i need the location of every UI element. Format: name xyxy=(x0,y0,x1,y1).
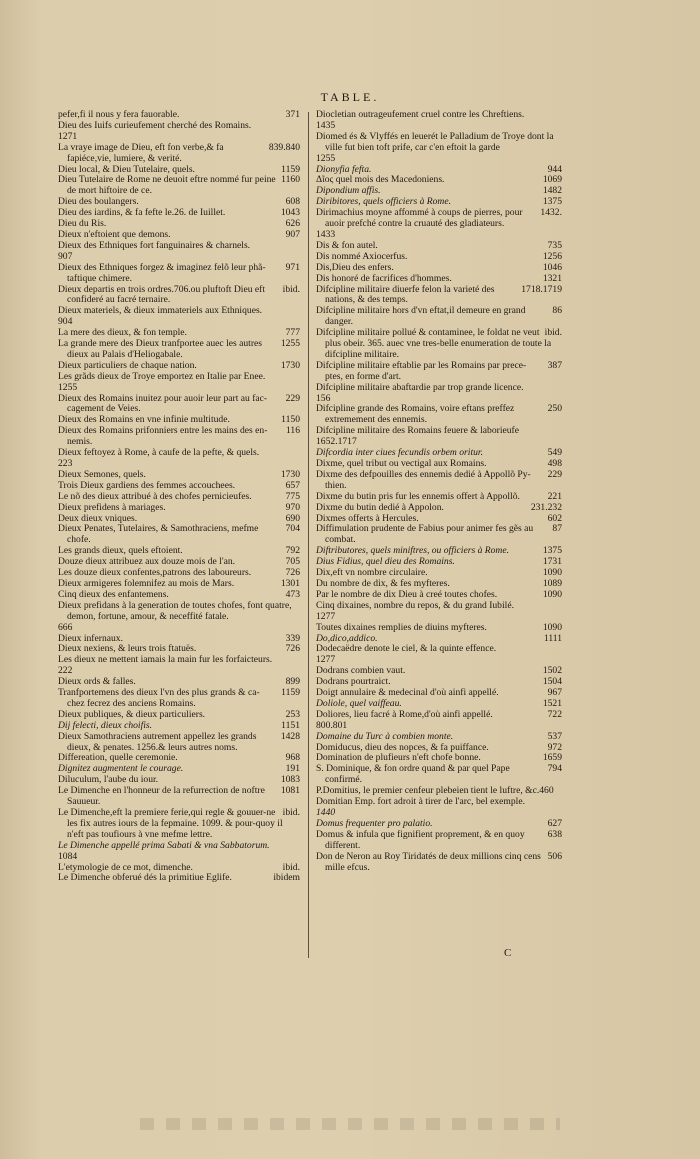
entry-text: Dij felecti, dieux choifis. xyxy=(58,719,153,731)
entry-text: Les dieux ne mettent iamais la main fur les forfaicteurs. xyxy=(58,654,273,666)
page-reference: 549 xyxy=(547,447,562,459)
entry-text: Dixme du butin pris fur les ennemis offert à Appollõ. xyxy=(316,490,520,502)
page-reference: 87 xyxy=(552,523,562,535)
index-column-left xyxy=(58,110,300,884)
index-entry xyxy=(58,306,300,317)
page-reference: ibid. xyxy=(282,283,300,295)
entry-text: La grande mere des Dieux tranfportee auec les autres dieux au Palais d'Heliogabale. xyxy=(58,338,263,360)
entry-text: Difcipline militaire diuerfe felon la varieté des nations, & des temps. xyxy=(316,283,495,306)
index-entry xyxy=(316,797,562,808)
entry-text: 1255 xyxy=(316,152,336,164)
entry-text: Dieux Penates, Tutelaires, & Samothraciens, mefme chofe. xyxy=(58,523,259,546)
entry-text: Dieu des boulangers. xyxy=(58,196,139,208)
page-reference: 968 xyxy=(285,752,300,764)
index-entry xyxy=(58,841,300,852)
page-reference: 1730 xyxy=(280,359,300,371)
page-reference: 1150 xyxy=(281,414,300,426)
index-entry xyxy=(58,601,300,623)
entry-text: Dieux publiques, & dieux particuliers. xyxy=(58,708,206,720)
entry-text: Dius Fidius, quel dieu des Romains. xyxy=(316,556,455,568)
page-reference: ibid. xyxy=(282,807,300,818)
entry-text: Dieu des Iuifs curieufement cherché des Romains. xyxy=(58,119,252,131)
page-reference: 970 xyxy=(285,501,300,513)
entry-text: Domaine du Turc à combien monte. xyxy=(316,730,454,742)
index-entry xyxy=(58,285,300,307)
entry-text: Dixme des defpouilles des ennemis dedié à Appollõ Py-thien. xyxy=(316,468,531,491)
entry-text: Dieu du Ris. xyxy=(58,218,107,230)
entry-text: Cinq dieux des enfantemens. xyxy=(58,588,169,600)
entry-text: Dieux prefidans à la generation de toutes chofes, font quatre, demon, fortune, amour, & neceffité fatale. xyxy=(58,599,292,622)
entry-text: Cinq dixaines, nombre du repos, & du grand Iubilé. xyxy=(316,599,514,611)
page-reference: 253 xyxy=(285,708,300,720)
entry-text: Diftributores, quels miniftres, ou officiers à Rome. xyxy=(316,545,510,557)
index-entry xyxy=(316,383,562,394)
page-reference: 705 xyxy=(285,556,300,568)
page-reference: ibid. xyxy=(544,327,562,339)
entry-text: Doliole, quel vaiffeau. xyxy=(316,697,402,709)
entry-text: Dix,eft vn nombre circulaire. xyxy=(316,567,428,579)
index-entry xyxy=(58,448,300,459)
entry-text: Dieu des iardins, & fa fefte le.26. de Iuillet. xyxy=(58,207,226,219)
page-reference: 704 xyxy=(285,523,300,535)
index-entry xyxy=(58,241,300,252)
entry-text: Trois Dieux gardiens des femmes accouchees. xyxy=(58,479,236,491)
entry-text: Dieux infernaux. xyxy=(58,632,124,644)
page-reference: 735 xyxy=(547,239,562,251)
page-reference: 1659 xyxy=(542,752,562,764)
page-reference: 726 xyxy=(285,643,300,655)
page-reference: 1090 xyxy=(542,567,562,579)
page-reference: 498 xyxy=(547,458,562,469)
page-reference: 229 xyxy=(547,468,562,480)
page-reference: 1375 xyxy=(542,545,562,557)
index-entry xyxy=(58,688,300,710)
index-entry xyxy=(316,852,562,874)
page-reference: 626 xyxy=(285,218,300,230)
entry-text: Le Dimenche obferué dés la primitiue Eglife. xyxy=(58,872,232,884)
entry-text: 1277 xyxy=(316,654,336,666)
entry-text: Dieux Samothraciens autrement appellez les grands dieux, & penates. 1256.& leurs autres noms. xyxy=(58,730,257,753)
entry-text: Les douze dieux confentes,patrons des laboureurs. xyxy=(58,567,252,579)
page-reference: 1089 xyxy=(542,577,562,589)
entry-text: 800.801 xyxy=(316,719,348,731)
page-reference: 1160 xyxy=(281,174,300,186)
entry-text: Difcipline militaire hors d'vn eftat,il demeure en grand danger. xyxy=(316,305,526,328)
entry-text: Dieux materiels, & dieux immateriels aux Ethniques. xyxy=(58,305,263,317)
entry-text: 1440 xyxy=(316,807,336,818)
entry-text: Dixme du butin dedié à Appolon. xyxy=(316,501,444,513)
page-reference: 1521 xyxy=(542,697,562,709)
entry-text: Dixmes offerts à Hercules. xyxy=(316,512,419,524)
entry-text: Dodrans combien vaut. xyxy=(316,665,406,677)
page-reference: 473 xyxy=(285,588,300,600)
page-reference: 775 xyxy=(285,490,300,502)
page-reference: 1321 xyxy=(542,272,562,284)
column-divider xyxy=(308,112,309,958)
entry-text: Dieux ords & falles. xyxy=(58,676,136,688)
entry-text: Les grãds dieux de Troye emportez en Italie par Enee. xyxy=(58,370,266,382)
entry-text: Deux dieux vniques. xyxy=(58,512,138,524)
page-reference: 1718.1719 xyxy=(521,283,562,295)
index-entry xyxy=(58,121,300,132)
entry-text: Domitian Emp. fort adroit à tirer de l'arc, bel exemple. xyxy=(316,796,525,808)
entry-text: Domination de plufieurs n'eft chofe bonne. xyxy=(316,752,481,764)
entry-text: Dixme, quel tribut ou vectigal aux Romains. xyxy=(316,458,487,469)
index-entry xyxy=(316,361,562,383)
page-reference: 229 xyxy=(285,392,300,404)
index-entry xyxy=(58,655,300,666)
running-head: TABLE. xyxy=(320,90,380,104)
page-reference: 1504 xyxy=(542,676,562,688)
index-entry xyxy=(316,470,562,492)
page-reference: 1301 xyxy=(280,577,300,589)
index-entry xyxy=(58,524,300,546)
page-reference: 1083 xyxy=(280,774,300,786)
entry-text: 904 xyxy=(58,316,73,328)
index-entry xyxy=(58,873,300,884)
catchword: C xyxy=(504,947,512,959)
index-entry xyxy=(316,601,562,612)
page-reference: 971 xyxy=(285,261,300,273)
entry-text: Domiducus, dieu des nopces, & fa puiffance. xyxy=(316,741,489,753)
entry-text: 223 xyxy=(58,458,73,469)
entry-text: 907 xyxy=(58,250,73,262)
entry-text: Dieux particuliers de chaque nation. xyxy=(58,359,197,371)
entry-text: Dieux des Romains inuitez pour auoir leur part au fac-cagement de Veies. xyxy=(58,392,268,415)
page-reference: ibidem xyxy=(273,872,300,884)
entry-text: Diribitores, quels officiers à Rome. xyxy=(316,196,452,208)
page-reference: 506 xyxy=(547,850,562,862)
page-reference: 1502 xyxy=(542,665,562,677)
entry-text: Δῖος quel mois des Macedoniens. xyxy=(316,174,445,186)
entry-text: Dieux armigeres folemnifez au mois de Mars. xyxy=(58,577,235,589)
entry-text: 222 xyxy=(58,665,73,677)
page-reference: 726 xyxy=(285,567,300,579)
index-entry xyxy=(58,372,300,383)
index-entry xyxy=(316,404,562,426)
entry-text: 1084 xyxy=(58,850,78,862)
index-entry xyxy=(316,524,562,546)
entry-text: Dieux des Romains en vne infinie multitude. xyxy=(58,414,230,426)
entry-text: Dipondium affis. xyxy=(316,185,381,197)
entry-text: Dis & fon autel. xyxy=(316,239,378,251)
entry-text: 156 xyxy=(316,392,331,404)
entry-text: Dieux des Romains prifonniers entre les mains des en-nemis. xyxy=(58,425,268,448)
index-entry xyxy=(316,306,562,328)
index-entry xyxy=(316,830,562,852)
index-column-right xyxy=(316,110,562,873)
entry-text: Dis nommé Axiocerfus. xyxy=(316,250,408,262)
page-reference: 1090 xyxy=(542,621,562,633)
entry-text: Dieux nexiens, & leurs trois ftatuës. xyxy=(58,643,197,655)
page-reference: 839.840 xyxy=(268,141,300,153)
entry-text: Dodecaëdre denote le ciel, & la quinte effence. xyxy=(316,643,497,655)
entry-text: Doliores, lieu facré à Rome,d'où ainfi appellé. xyxy=(316,708,493,720)
entry-text: 1277 xyxy=(316,610,336,622)
entry-text: Diluculum, l'aube du iour. xyxy=(58,774,159,786)
bleed-through-text xyxy=(140,1118,560,1130)
index-entry xyxy=(58,175,300,197)
entry-text: La vraye image de Dieu, eft fon verbe,& fa fapiéce,vie, lumiere, & verité. xyxy=(58,141,224,164)
entry-text: Par le nombre de dix Dieu à creé toutes chofes. xyxy=(316,588,498,600)
entry-text: 666 xyxy=(58,621,73,633)
index-entry xyxy=(316,764,562,786)
page-reference: 1090 xyxy=(542,588,562,600)
page-reference: 1151 xyxy=(281,719,300,731)
page-reference: 972 xyxy=(547,741,562,753)
entry-text: Difcipline militaire pollué & contaminee, le foldat ne veut plus obeir. 365. auec vne tres-belle enumeration de toute la difcipline militaire. xyxy=(316,327,552,360)
page-reference: 690 xyxy=(285,512,300,524)
entry-text: Diomed és & Vlyffés en leuerét le Palladium de Troye dont la ville fut bien toft prife, car c'en eftoit la garde xyxy=(316,130,554,153)
entry-text: Le Dimenche,eft la premiere ferie,qui regle & gouuer-ne les fix autres iours de la fepmaine. 1099. & pour-quoy il n'eft pas toufiours à vne mefme lettre. xyxy=(58,807,283,840)
page-reference: 1159 xyxy=(281,163,300,175)
entry-text: 1652.1717 xyxy=(316,436,357,448)
index-entry xyxy=(58,732,300,754)
page-reference: 967 xyxy=(547,687,562,699)
index-entry xyxy=(316,110,562,121)
index-entry xyxy=(316,710,562,721)
index-entry xyxy=(58,394,300,416)
entry-text: Le Dimenche en l'honneur de la refurrection de noftre Sauueur. xyxy=(58,785,265,808)
index-entry xyxy=(316,328,562,361)
page-reference: 1432. xyxy=(540,207,562,219)
page-reference: 777 xyxy=(285,327,300,339)
entry-text: Differeation, quelle ceremonie. xyxy=(58,752,178,764)
page-reference: 1428 xyxy=(280,730,300,742)
page-reference: 1255 xyxy=(280,338,300,350)
index-entry xyxy=(316,132,562,154)
entry-text: Du nombre de dix, & fes myfteres. xyxy=(316,577,450,589)
entry-text: S. Dominique, & fon ordre quand & par quel Pape confirmé. xyxy=(316,763,510,786)
page-reference: 1482 xyxy=(542,185,562,197)
entry-text: Dieux des Ethniques fort fanguinaires & charnels. xyxy=(58,239,251,251)
page-reference: 231.232 xyxy=(530,501,562,513)
index-entry xyxy=(58,808,300,841)
entry-text: Don de Neron au Roy Tiridatés de deux millions cinq cens mille efcus. xyxy=(316,850,541,873)
entry-text: Le Dimenche appellé prima Sabati & vna Sabbatorum. xyxy=(58,839,270,851)
page-reference: 1069 xyxy=(542,174,562,186)
index-entry xyxy=(58,426,300,448)
entry-text: 1433 xyxy=(316,228,336,240)
page-reference: 638 xyxy=(547,828,562,840)
page-reference: 1375 xyxy=(542,196,562,208)
entry-text: Toutes dixaines remplies de diuins myfteres. xyxy=(316,621,487,633)
entry-text: Douze dieux attribuez aux douze mois de l'an. xyxy=(58,556,236,568)
page-reference: 1111 xyxy=(543,632,562,644)
page-reference: 657 xyxy=(285,479,300,491)
page-reference: 1043 xyxy=(280,207,300,219)
entry-text: L'etymologie de ce mot, dimenche. xyxy=(58,861,193,873)
entry-text: Difcordia inter ciues fecundis orbem oritur. xyxy=(316,447,483,459)
page-reference: 116 xyxy=(285,425,300,437)
entry-text: Doigt annulaire & medecinal d'où ainfi appellé. xyxy=(316,687,499,699)
index-entry xyxy=(316,208,562,230)
entry-text: Difcipline militaire abaftardie par trop grande licence. xyxy=(316,381,524,393)
entry-text: Dieux n'eftoient que demons. xyxy=(58,228,171,240)
entry-text: Dieux prefidens à mariages. xyxy=(58,501,166,513)
entry-text: 1271 xyxy=(58,130,78,142)
index-entry xyxy=(58,339,300,361)
entry-text: Dieux Semones, quels. xyxy=(58,468,146,480)
entry-text: Domus frequenter pro palatio. xyxy=(316,817,433,829)
entry-text: Diffimulation prudente de Fabius pour animer fes gẽs au combat. xyxy=(316,523,534,546)
page-reference: 1081 xyxy=(280,785,300,797)
page-reference: 1046 xyxy=(542,261,562,273)
entry-text: Dieux departis en trois ordres.706.ou pluftoft Dieu eft confideré au facré ternaire. xyxy=(58,283,266,306)
entry-text: Difcipline militaire des Romains feuere & laborieufe xyxy=(316,425,519,437)
entry-text: Tranfportemens des dieux l'vn des plus grands & ca-chez fecrez des anciens Romains. xyxy=(58,687,260,709)
page-reference: 608 xyxy=(285,196,300,208)
entry-text: Domus & infula que fignifient proprement, & en quoy different. xyxy=(316,828,525,851)
entry-text: Diocletian outrageufement cruel contre les Chreftiens. xyxy=(316,109,525,120)
page-reference: 944 xyxy=(547,163,562,175)
page-reference: 627 xyxy=(547,817,562,829)
page-reference: 339 xyxy=(285,632,300,644)
entry-text: Les grands dieux, quels eftoient. xyxy=(58,545,183,557)
page-reference: 1256 xyxy=(542,250,562,262)
page-reference: 722 xyxy=(547,708,562,720)
entry-text: Dieux des Ethniques forgez & imaginez felõ leur phã-taftique chimere. xyxy=(58,261,266,284)
page-reference: 792 xyxy=(285,545,300,557)
page-reference: 602 xyxy=(547,512,562,524)
index-entry xyxy=(316,285,562,307)
page-reference: 86 xyxy=(552,305,562,317)
entry-text: Difcipline militaire eftablie par les Romains par prece-ptes, en forme d'art. xyxy=(316,359,527,382)
entry-text: Dignitez augmentent le courage. xyxy=(58,763,184,775)
entry-text: Dieux feftoyez à Rome, à caufe de la pefte, & quels. xyxy=(58,447,260,459)
entry-text: Difcipline grande des Romains, voire eftans preffez extremement des ennemis. xyxy=(316,403,515,426)
entry-text: Dirimachius moyne affommé à coups de pierres, pour auoir prefché contre la cruauté des gladiateurs. xyxy=(316,207,523,230)
entry-text: 1435 xyxy=(316,119,336,131)
index-entry xyxy=(58,263,300,285)
index-entry xyxy=(58,786,300,808)
entry-text: Do,dico,addico. xyxy=(316,632,378,644)
entry-text: Dis honoré de facrifices d'hommes. xyxy=(316,272,452,284)
entry-text: Dis,Dieu des enfers. xyxy=(316,261,394,273)
index-entry xyxy=(316,644,562,655)
entry-text: Dodrans pourtraict. xyxy=(316,676,391,688)
entry-text: Dieu local, & Dieu Tutelaire, quels. xyxy=(58,163,195,175)
entry-text: Le nõ des dieux attribué à des chofes pernicieufes. xyxy=(58,490,252,502)
page-reference: 250 xyxy=(547,403,562,415)
entry-text: Dionyfia fefta. xyxy=(316,163,372,175)
entry-text: La mere des dieux, & fon temple. xyxy=(58,327,187,339)
page-reference: 899 xyxy=(285,676,300,688)
page-reference: 371 xyxy=(285,109,300,120)
page-reference: 191 xyxy=(285,763,300,775)
entry-text: Dieu Tutelaire de Rome ne deuoit eftre nommé fur peine de mort hiftoire de ce. xyxy=(58,174,276,197)
page-reference: 221 xyxy=(547,490,562,502)
index-entry xyxy=(58,143,300,165)
page-reference: 537 xyxy=(547,730,562,742)
entry-text: 1255 xyxy=(58,381,78,393)
page-reference: 907 xyxy=(285,228,300,240)
entry-text: P.Domitius, le premier cenfeur plebeien tient le luftre, &c.460 xyxy=(316,785,554,797)
entry-text: pefer,fi il nous y fera fauorable. xyxy=(58,109,180,120)
page-reference: 794 xyxy=(547,763,562,775)
page-reference: ibid. xyxy=(282,861,300,873)
page-reference: 1730 xyxy=(280,468,300,480)
page-reference: 387 xyxy=(547,359,562,371)
page-reference: 1159 xyxy=(281,687,300,699)
page-reference: 1731 xyxy=(542,556,562,568)
